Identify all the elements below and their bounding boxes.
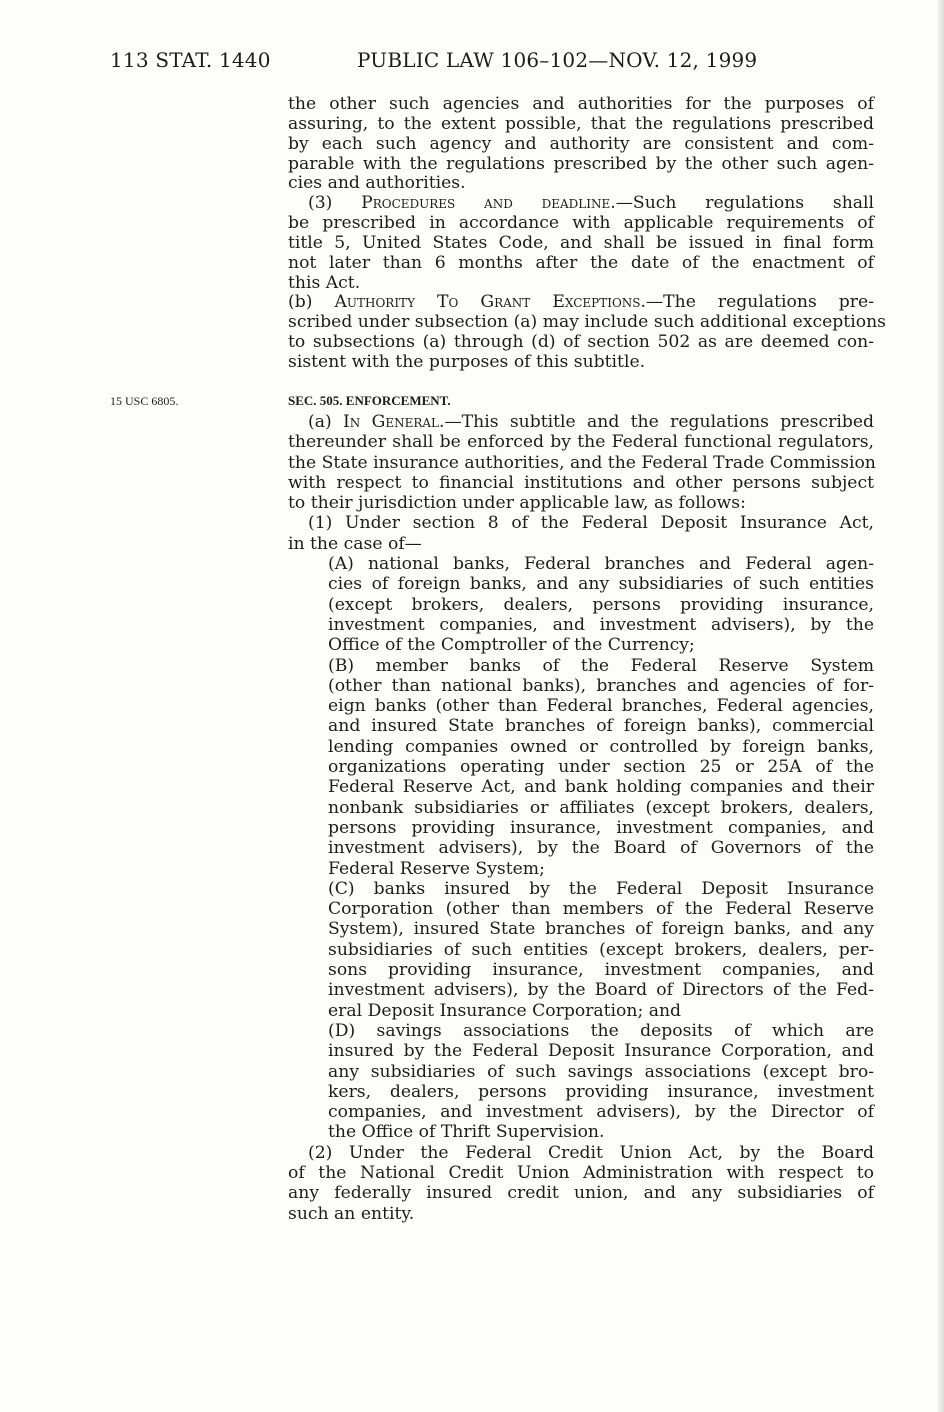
text-run: (other than national banks), branches and agencies of for- [328, 675, 874, 696]
text-line [288, 274, 874, 294]
small-caps-heading: Procedures and deadline [361, 193, 611, 214]
text-run: Federal Reserve Act, and bank holding companies and their [328, 777, 874, 798]
text-line [288, 493, 874, 513]
paragraph [288, 95, 874, 194]
text-run: assuring, to the extent possible, that the regulations prescribed [288, 113, 874, 134]
text-run: with respect to financial institutions and other persons subject [288, 472, 874, 493]
paragraph [288, 1021, 874, 1143]
text-line [288, 333, 874, 353]
text-line [328, 818, 874, 838]
text-line [288, 214, 874, 234]
text-run: cies and authorities. [288, 173, 466, 194]
text-line [328, 838, 874, 858]
text-line [328, 595, 874, 615]
text-line [328, 1021, 874, 1041]
text-line [288, 473, 874, 493]
text-run: sistent with the purposes of this subtitle. [288, 351, 646, 372]
text-run: (b) [288, 292, 335, 313]
text-run: (except brokers, dealers, persons providing insurance, [328, 594, 874, 615]
text-run: by each such agency and authority are consistent and com- [288, 133, 874, 154]
text-line [328, 1122, 874, 1142]
paragraph [288, 1143, 874, 1224]
text-run: (B) member banks of the Federal Reserve System [328, 655, 874, 676]
text-run: this Act. [288, 272, 361, 293]
text-run: .—This subtitle and the regulations prescribed [439, 412, 874, 432]
text-run: eral Deposit Insurance Corporation; and [328, 1000, 682, 1021]
text-line [288, 155, 874, 175]
text-run: cies of foreign banks, and any subsidiaries of such entities [328, 574, 874, 595]
text-line [328, 757, 874, 777]
text-line [288, 254, 874, 274]
text-line [328, 777, 874, 797]
text-line [328, 635, 874, 655]
text-line [288, 234, 874, 254]
text-run: parable with the regulations prescribed by the other such agen- [288, 153, 874, 174]
text-line [328, 615, 874, 635]
text-line [328, 1102, 874, 1122]
text-line [288, 174, 874, 194]
text-run: to subsections (a) through (d) of section 502 as are deemed con- [288, 332, 874, 353]
text-run: any federally insured credit union, and any subsidiaries of [288, 1183, 874, 1204]
text-line [328, 980, 874, 1000]
section-heading: SEC. 505. ENFORCEMENT. [288, 393, 451, 408]
text-run: such an entity. [288, 1203, 415, 1224]
paragraph [288, 194, 874, 293]
text-run: title 5, United States Code, and shall be issued in final form [288, 232, 874, 253]
text-line [328, 554, 874, 574]
running-header: PUBLIC LAW 106–102—NOV. 12, 1999 [357, 48, 758, 72]
text-run: (a) [308, 412, 343, 432]
text-run: the other such agencies and authorities for the purposes of [288, 94, 874, 114]
paragraph [288, 412, 874, 513]
paragraph [288, 554, 874, 655]
text-block-continuation [288, 94, 886, 373]
text-run: .—Such regulations shall [610, 193, 875, 214]
text-line [308, 194, 874, 214]
text-line [328, 574, 874, 594]
text-run: insured by the Federal Deposit Insurance Corporation, and [328, 1041, 874, 1062]
text-line [288, 293, 874, 313]
small-caps-heading: In General [342, 412, 440, 432]
text-run: the Office of Thrift Supervision. [328, 1122, 605, 1143]
text-run: of the National Credit Union Administration with respect to [288, 1162, 874, 1183]
text-line [288, 1183, 874, 1203]
text-line [328, 899, 874, 919]
text-run: subsidiaries of such entities (except brokers, dealers, per- [328, 939, 874, 960]
text-line [328, 940, 874, 960]
text-run: eign banks (other than Federal branches, Federal agencies, [328, 696, 874, 717]
text-line [288, 432, 874, 452]
text-run: Corporation (other than members of the Federal Reserve [328, 899, 874, 920]
text-line [328, 798, 874, 818]
text-run: (A) national banks, Federal branches and Federal agen- [328, 554, 874, 575]
text-run: Office of the Comptroller of the Currency; [328, 635, 695, 656]
text-line [328, 960, 874, 980]
text-run: thereunder shall be enforced by the Federal functional regulators, [288, 432, 874, 453]
text-line [288, 1163, 874, 1183]
paragraph [288, 513, 874, 554]
statute-page-number: 113 STAT. 1440 [110, 48, 271, 72]
text-line [328, 1001, 874, 1021]
small-caps-heading: Authority To Grant Exceptions [334, 292, 641, 313]
text-run: not later than 6 months after the date of the enactment of [288, 252, 874, 273]
text-run: (1) Under section 8 of the Federal Deposit Insurance Act, [308, 513, 874, 534]
text-line [328, 859, 874, 879]
text-run: companies, and investment advisers), by the Director of [328, 1102, 874, 1123]
text-line [328, 879, 874, 899]
paragraph [288, 879, 874, 1021]
text-run: to their jurisdiction under applicable law, as follows: [288, 493, 746, 514]
text-run: (2) Under the Federal Credit Union Act, by the Board [308, 1142, 874, 1163]
margin-note: 15 USC 6805. [110, 394, 179, 408]
page-edge [938, 0, 944, 1412]
text-run: in the case of— [288, 533, 422, 554]
text-run: sons providing insurance, investment companies, and [328, 960, 874, 981]
text-line [308, 513, 874, 533]
text-line [288, 135, 874, 155]
text-line [288, 312, 886, 333]
text-line [288, 453, 874, 473]
text-run: any subsidiaries of such savings associations (except bro- [328, 1061, 874, 1082]
text-run: persons providing insurance, investment companies, and [328, 817, 874, 838]
text-run: System), insured State branches of foreign banks, and any [328, 919, 874, 940]
text-line [288, 95, 874, 115]
text-run: be prescribed in accordance with applicable requirements of [288, 213, 874, 234]
text-line [328, 696, 874, 716]
text-line [328, 716, 874, 736]
text-run: nonbank subsidiaries or affiliates (except brokers, dealers, [328, 797, 874, 818]
text-run: the State insurance authorities, and the Federal Trade Commission [288, 452, 876, 473]
text-run: (3) [308, 193, 362, 214]
text-line [328, 1041, 874, 1061]
text-block-section-505 [288, 412, 874, 1224]
text-run: and insured State branches of foreign banks), commercial [328, 716, 874, 737]
text-line [328, 737, 874, 757]
paragraph [288, 656, 874, 879]
text-run: kers, dealers, persons providing insurance, investment [328, 1081, 874, 1102]
text-line [288, 115, 874, 135]
text-run: (D) savings associations the deposits of which are [328, 1020, 874, 1041]
paragraph [288, 292, 886, 372]
text-run: (C) banks insured by the Federal Deposit Insurance [328, 878, 874, 899]
text-run: investment companies, and investment advisers), by the [328, 614, 874, 635]
text-line [288, 353, 874, 373]
text-run: investment advisers), by the Board of Directors of the Fed- [328, 980, 874, 1001]
text-run: .—The regulations pre- [640, 292, 874, 313]
text-run: lending companies owned or controlled by foreign banks, [328, 736, 874, 757]
text-line [308, 412, 874, 432]
text-run: organizations operating under section 25 or 25A of the [328, 757, 874, 778]
text-line [308, 1143, 874, 1163]
text-line [288, 534, 874, 554]
text-line [328, 656, 874, 676]
text-line [328, 676, 874, 696]
text-line [328, 919, 874, 939]
text-line [328, 1082, 874, 1102]
text-run: Federal Reserve System; [328, 858, 545, 879]
text-run: scribed under subsection (a) may include such additional exceptions [288, 312, 886, 333]
text-line [288, 1204, 874, 1224]
text-run: investment advisers), by the Board of Governors of the [328, 838, 874, 859]
text-line [328, 1062, 874, 1082]
